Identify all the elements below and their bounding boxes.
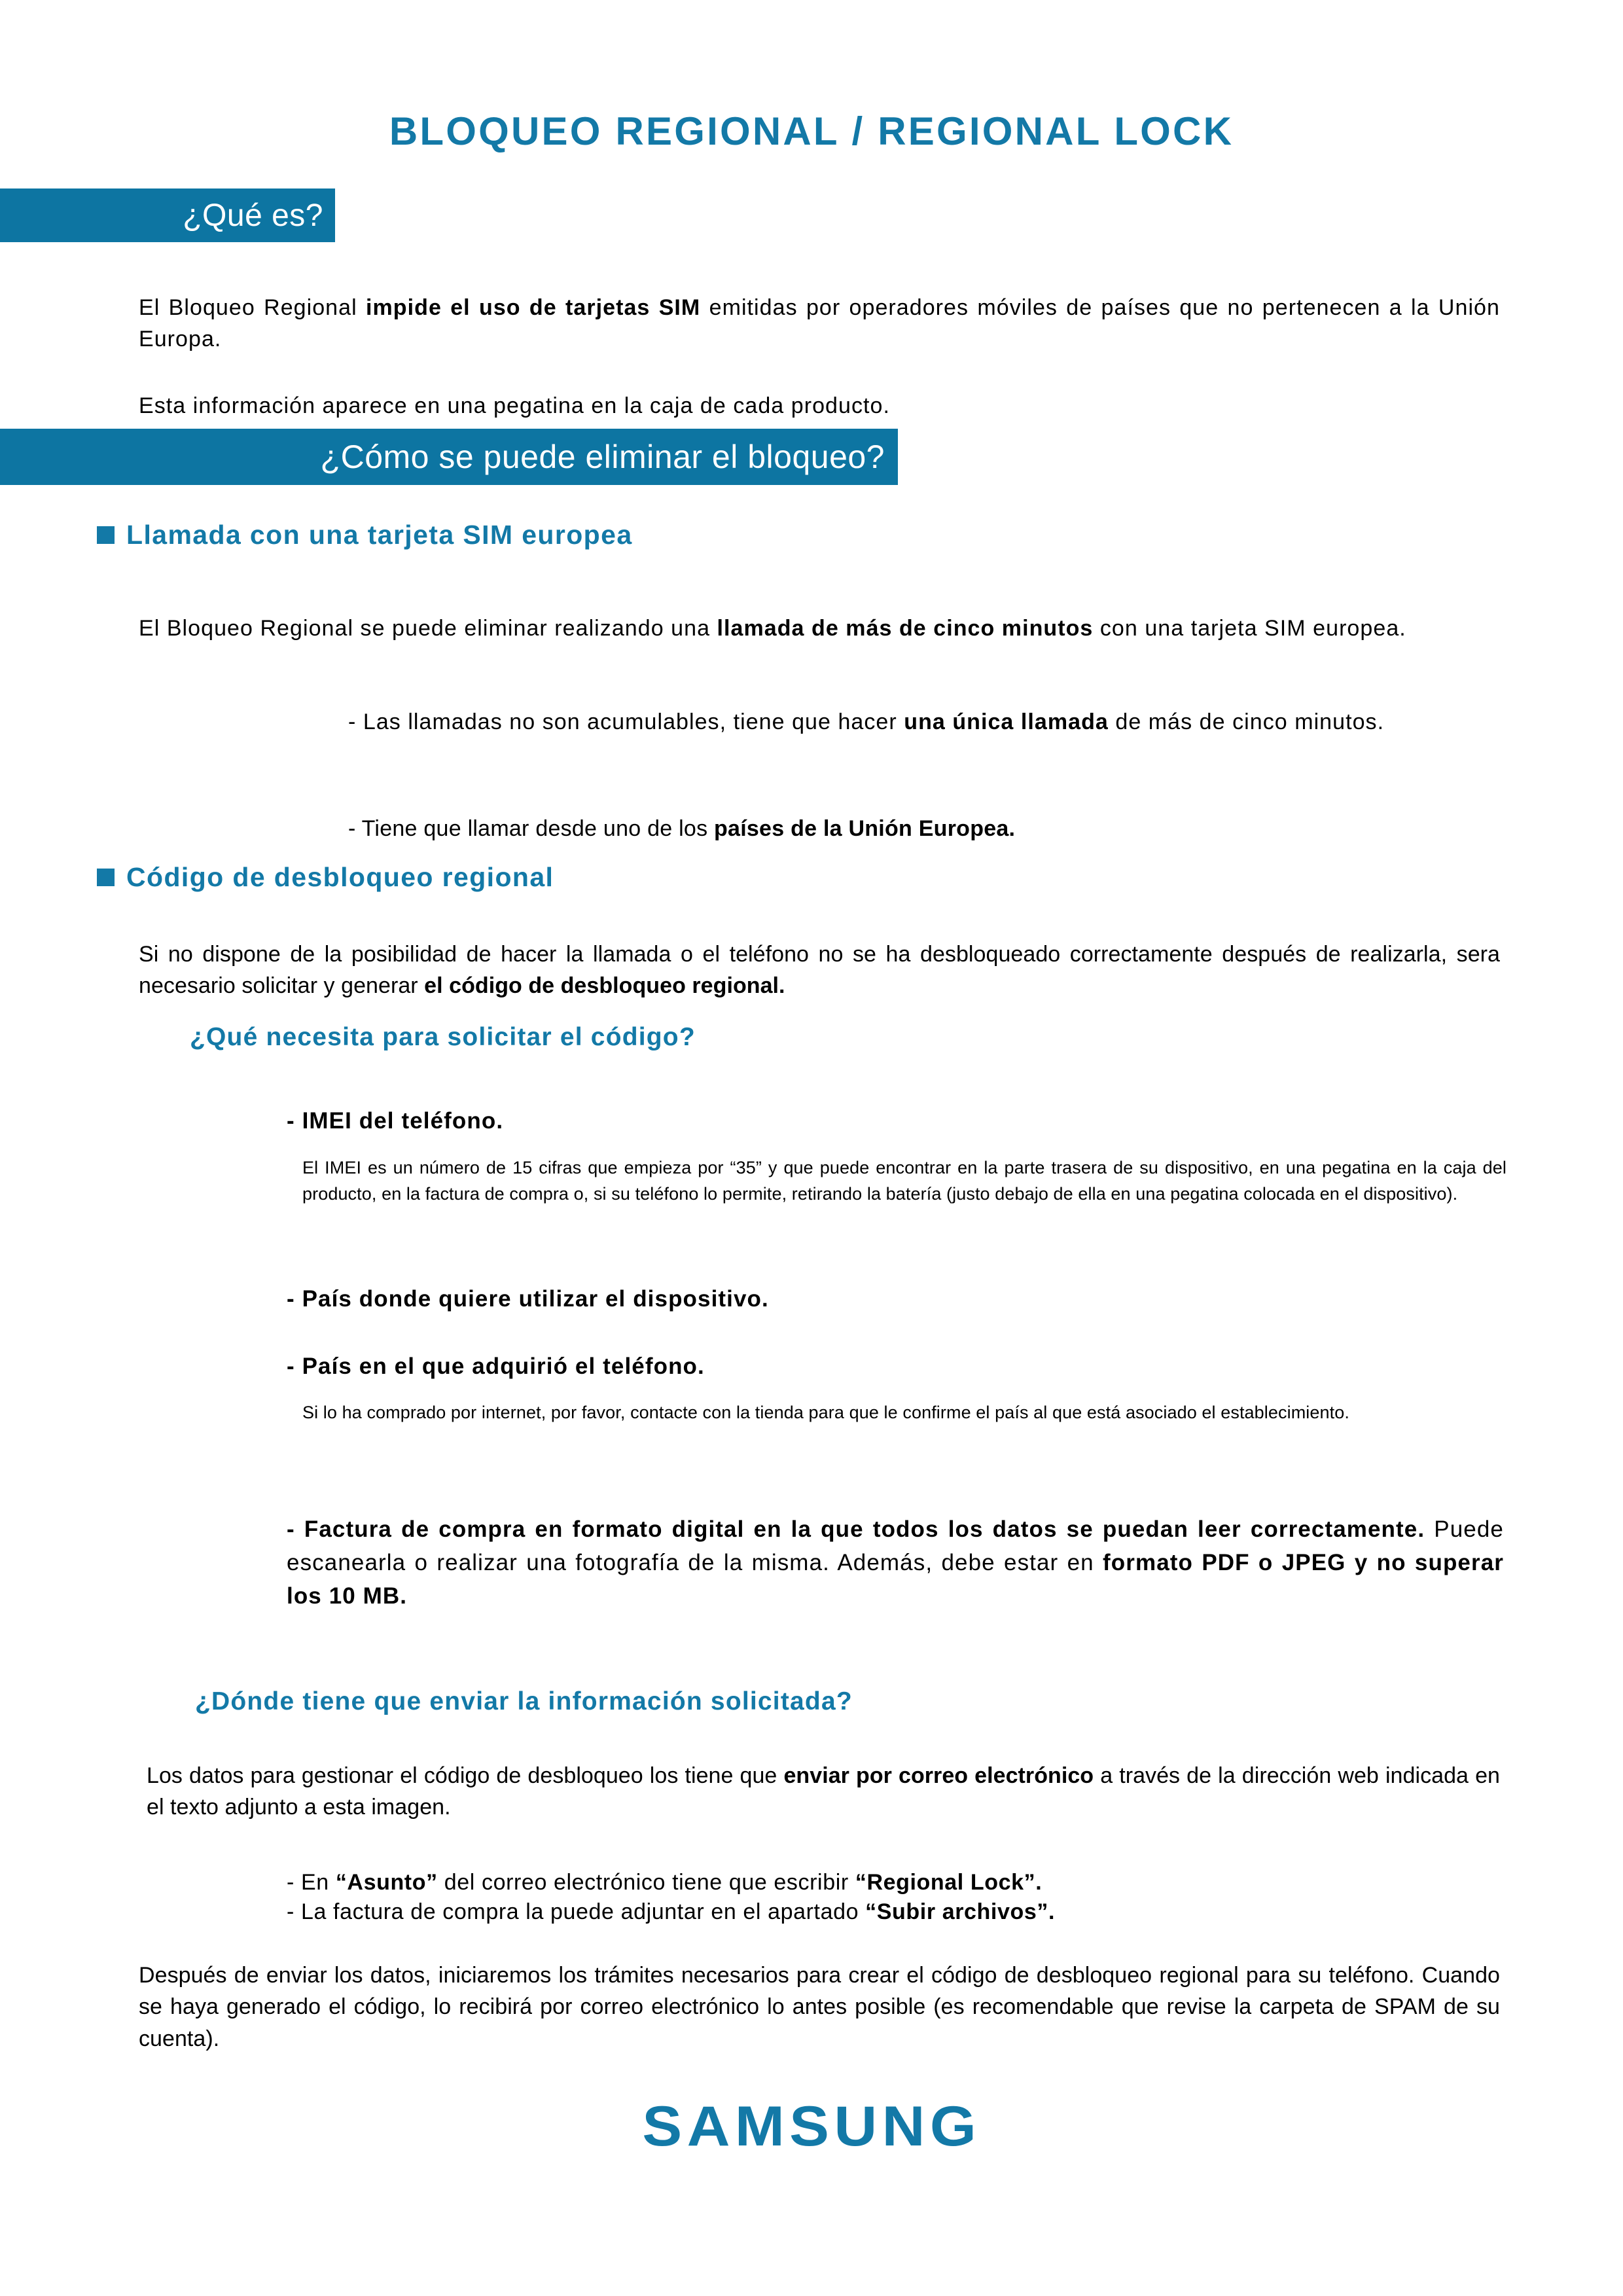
heading-requirements: ¿Qué necesita para solicitar el código?: [190, 1023, 696, 1051]
upload-text-1: - La factura de compra la puede adjuntar en el apartado: [287, 1899, 866, 1925]
paragraph-closing: Después de enviar los datos, iniciaremos los trámites necesarios para crear el código de desbloqueo regional para su teléfono. Cuando se haya generado el código, lo recibirá por correo electrónico lo antes posible (es recomendable que revise la carpeta de SPAM de su cuenta).: [139, 1963, 1500, 2051]
call-from-eu-bold: países de la Unión Europea.: [714, 816, 1016, 841]
section-banner-how-to-remove: [0, 429, 898, 485]
section-banner-what-is-label: ¿Qué es?: [183, 198, 323, 233]
section-banner-how-to-remove-label: ¿Cómo se puede eliminar el bloqueo?: [320, 439, 885, 475]
samsung-logo: [0, 2094, 1623, 2159]
requirement-invoice: [287, 1513, 1504, 1613]
square-bullet-icon: [97, 869, 115, 886]
email-instructions-list: [287, 1868, 1504, 1927]
requirement-imei-note: El IMEI es un número de 15 cifras que empieza por “35” y que puede encontrar en la parte trasera de su dispositivo, en una pegatina en la caja del producto, en la factura de compra o, si su teléfono lo permite, retirando la batería (justo debajo de ella en una pegatina colocada en el dispositivo).: [302, 1158, 1507, 1204]
heading-option-unlock-code: [97, 862, 554, 893]
requirement-country-of-use-label: - País donde quiere utilizar el dispositivo.: [287, 1286, 769, 1312]
call-from-eu-text-1: - Tiene que llamar desde uno de los: [348, 816, 715, 841]
invoice-bold-1: - Factura de compra en formato digital en la que todos los datos se puedan leer correctamente.: [287, 1516, 1425, 1542]
option-code-text-bold: el código de desbloqueo regional.: [424, 973, 785, 999]
list-item-call-not-cumulative: [348, 706, 1500, 738]
invoice-normal: Puede escanearla o realizar una fotografía de la misma. Además, debe estar en: [287, 1516, 1504, 1575]
requirement-imei-label: - IMEI del teléfono.: [287, 1108, 504, 1134]
where-to-send-bold: enviar por correo electrónico: [783, 1763, 1094, 1788]
call-not-cumulative-text-2: de más de cinco minutos.: [1108, 709, 1385, 734]
paragraph-option-call: [139, 613, 1500, 644]
option-call-text-2: con una tarjeta SIM europea.: [1093, 616, 1406, 641]
call-not-cumulative-text-1: - Las llamadas no son acumulables, tiene que hacer: [348, 709, 904, 734]
heading-option-call-label: Llamada con una tarjeta SIM europea: [126, 520, 633, 550]
paragraph-option-unlock-code: [139, 939, 1500, 1002]
what-is-text-1: El Bloqueo Regional: [139, 295, 366, 320]
where-to-send-text-1: Los datos para gestionar el código de desbloqueo los tiene que: [147, 1763, 784, 1788]
requirement-country-of-purchase-note: Si lo ha comprado por internet, por favor, contacte con la tienda para que le confirme el país al que está asociado el establecimiento.: [302, 1403, 1349, 1422]
option-code-text-1: Si no dispone de la posibilidad de hacer la llamada o el teléfono no se ha desbloqueado correctamente después de realizarla, sera necesario solicitar y generar: [139, 942, 1500, 999]
paragraph-what-is-definition: [139, 292, 1500, 355]
heading-option-unlock-code-label: Código de desbloqueo regional: [126, 862, 554, 892]
option-call-text-bold: llamada de más de cinco minutos: [717, 616, 1094, 641]
section-banner-what-is: [0, 188, 335, 242]
heading-where-to-send: ¿Dónde tiene que enviar la información solicitada?: [195, 1687, 853, 1715]
option-call-text-1: El Bloqueo Regional se puede eliminar realizando una: [139, 616, 717, 641]
list-item-subject-line: [287, 1868, 1504, 1897]
where-to-send-text-2: a través de la dirección web indicada en el texto adjunto a esta imagen.: [147, 1763, 1500, 1820]
heading-option-call: [97, 520, 633, 550]
subject-bold-2: “Regional Lock”.: [855, 1870, 1043, 1895]
list-item-call-from-eu: [348, 813, 1500, 844]
upload-bold: “Subir archivos”.: [865, 1899, 1056, 1925]
paragraph-where-to-send: [147, 1760, 1500, 1823]
what-is-text-bold: impide el uso de tarjetas SIM: [366, 295, 701, 320]
subject-bold-1: “Asunto”: [335, 1870, 438, 1895]
invoice-bold-2: formato PDF o JPEG y no superar los 10 MB.: [287, 1549, 1504, 1609]
what-is-text-2: emitidas por operadores móviles de países que no pertenecen a la Unión Europa.: [139, 295, 1500, 352]
square-bullet-icon: [97, 526, 115, 544]
paragraph-what-is-sticker: Esta información aparece en una pegatina en la caja de cada producto.: [139, 393, 890, 418]
requirement-country-of-purchase-label: - País en el que adquirió el teléfono.: [287, 1354, 705, 1379]
page-title: BLOQUEO REGIONAL / REGIONAL LOCK: [389, 109, 1234, 153]
list-item-upload-files: [287, 1897, 1504, 1927]
subject-text-2: del correo electrónico tiene que escribir: [437, 1870, 855, 1895]
samsung-wordmark-text: SAMSUNG: [642, 2095, 981, 2158]
call-not-cumulative-bold: una única llamada: [904, 709, 1109, 734]
subject-text-1: - En: [287, 1870, 336, 1895]
